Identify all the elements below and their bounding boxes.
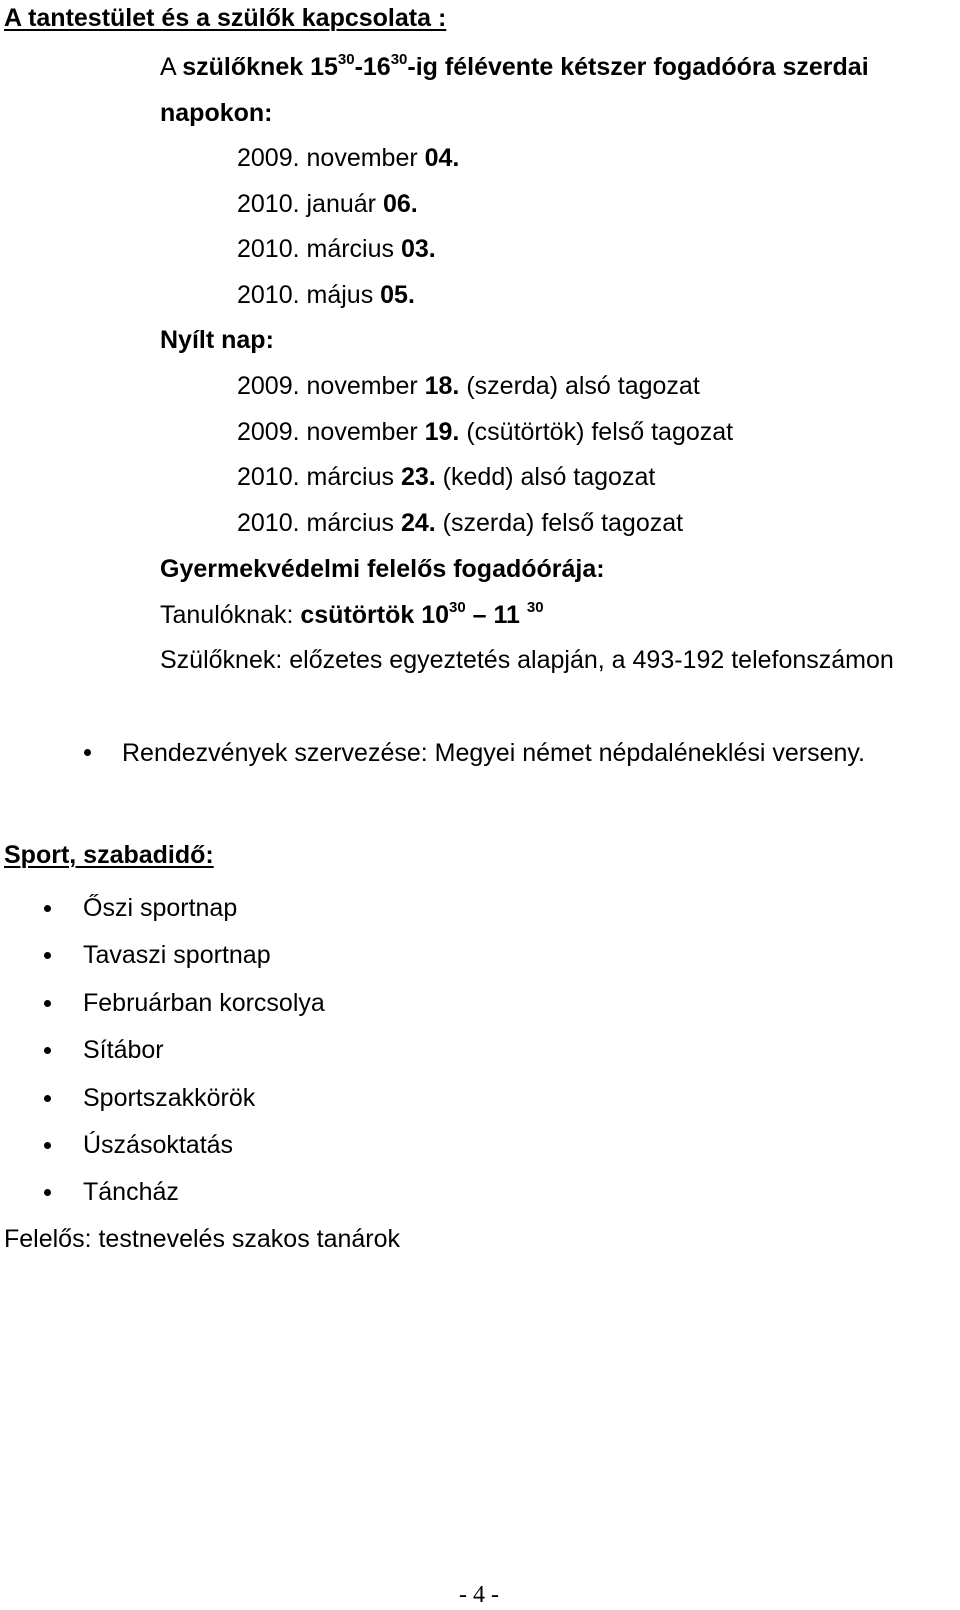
open-day-entry bbox=[237, 417, 733, 447]
sport-list-item: Úszásoktatás bbox=[83, 1131, 234, 1159]
bullet-icon bbox=[44, 1000, 51, 1007]
open-day-day: 19. bbox=[424, 418, 460, 446]
date-normal: 2010. május bbox=[237, 281, 381, 309]
date-bold: 04. bbox=[424, 144, 460, 172]
open-day-date: 2009. november bbox=[237, 418, 425, 446]
sport-list-item: Tavaszi sportnap bbox=[83, 941, 271, 969]
open-day-date: 2009. november bbox=[237, 372, 425, 400]
open-day-entry bbox=[237, 462, 655, 492]
consultation-date bbox=[237, 234, 436, 264]
events-item: Rendezvények szervezése: Megyei német népdaléneklési verseny. bbox=[122, 739, 865, 767]
bullet-icon bbox=[44, 1142, 51, 1149]
section-heading-sport: Sport, szabadidő: bbox=[4, 841, 214, 869]
intro-bold-2: -16 bbox=[354, 53, 391, 81]
child-protection-parents: Szülőknek: előzetes egyeztetés alapján, a 493-192 telefonszámon bbox=[160, 646, 894, 674]
open-day-day: 24. bbox=[400, 509, 436, 537]
bullet-icon bbox=[84, 749, 91, 756]
bullet-icon bbox=[44, 1189, 51, 1196]
intro-prefix: A bbox=[160, 53, 183, 81]
section-heading-parent-relations: A tantestület és a szülők kapcsolata : bbox=[4, 4, 447, 32]
open-day-day: 23. bbox=[400, 463, 436, 491]
date-bold: 03. bbox=[400, 235, 436, 263]
sport-list-item: Őszi sportnap bbox=[83, 894, 238, 922]
open-day-date: 2010. március bbox=[237, 463, 401, 491]
intro-bold-3: -ig félévente kétszer fogadóóra szerdai bbox=[407, 53, 869, 81]
child-protection-students bbox=[160, 600, 544, 630]
open-day-day: 18. bbox=[424, 372, 460, 400]
students-dash: – 11 bbox=[465, 601, 527, 629]
date-normal: 2009. november bbox=[237, 144, 425, 172]
sport-list-item: Sítábor bbox=[83, 1036, 164, 1064]
bullet-icon bbox=[44, 905, 51, 912]
open-day-desc: (szerda) alsó tagozat bbox=[459, 372, 700, 400]
students-sup-2: 30 bbox=[526, 599, 544, 616]
date-bold: 05. bbox=[380, 281, 415, 309]
intro-bold-1: szülőknek 15 bbox=[182, 53, 338, 81]
consultation-date bbox=[237, 280, 415, 310]
students-day: csütörtök 10 bbox=[300, 601, 450, 629]
consultation-date bbox=[237, 143, 459, 173]
page-number: - 4 - bbox=[459, 1582, 499, 1608]
child-protection-title: Gyermekvédelmi felelős fogadóórája: bbox=[160, 555, 605, 583]
students-sup-1: 30 bbox=[449, 599, 466, 616]
date-bold: 06. bbox=[382, 190, 418, 218]
sport-list-item: Februárban korcsolya bbox=[83, 989, 325, 1017]
open-day-desc: (szerda) felső tagozat bbox=[435, 509, 684, 537]
sport-list-item: Táncház bbox=[83, 1178, 179, 1206]
open-day-desc: (kedd) alsó tagozat bbox=[435, 463, 656, 491]
open-day-label: Nyílt nap: bbox=[160, 326, 274, 354]
consultation-date bbox=[237, 189, 418, 219]
open-day-entry bbox=[237, 371, 700, 401]
open-day-date: 2010. március bbox=[237, 509, 401, 537]
consultation-hours-text-line2: napokon: bbox=[160, 99, 273, 127]
intro-sup-1: 30 bbox=[337, 51, 355, 68]
bullet-icon bbox=[44, 1095, 51, 1102]
intro-sup-2: 30 bbox=[390, 51, 408, 68]
date-normal: 2010. január bbox=[237, 190, 383, 218]
open-day-entry bbox=[237, 508, 683, 538]
open-day-desc: (csütörtök) felső tagozat bbox=[459, 418, 734, 446]
bullet-icon bbox=[44, 1047, 51, 1054]
date-normal: 2010. március bbox=[237, 235, 401, 263]
students-label: Tanulóknak: bbox=[160, 601, 301, 629]
sport-list-item: Sportszakkörök bbox=[83, 1084, 256, 1112]
consultation-hours-text bbox=[160, 52, 869, 82]
responsible-text: Felelős: testnevelés szakos tanárok bbox=[4, 1225, 401, 1253]
bullet-icon bbox=[44, 952, 51, 959]
